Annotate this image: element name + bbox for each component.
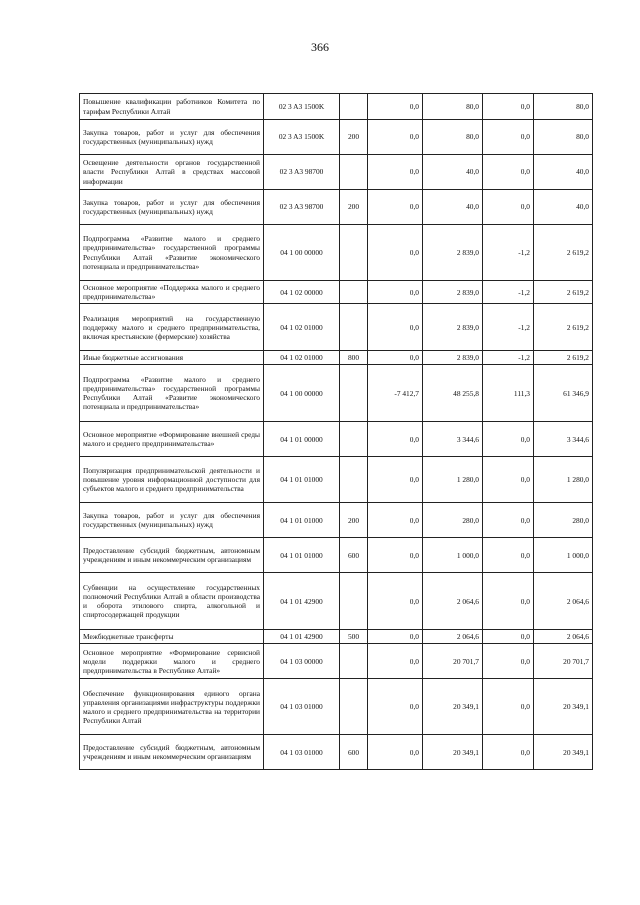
row-name: Иные бюджетные ассигнования: [80, 351, 264, 365]
table-row: [80, 644, 593, 679]
row-expense-type: [340, 422, 368, 457]
row-name: Закупка товаров, работ и услуг для обеспечения государственных (муниципальных) нужд: [80, 190, 264, 225]
row-code: 04 1 02 00000: [264, 281, 340, 304]
row-value-4: 40,0: [534, 155, 593, 190]
row-value-2: 20 349,1: [423, 735, 483, 770]
row-value-3: 0,0: [483, 503, 534, 538]
row-name: Освещение деятельности органов государственной власти Республики Алтай в средствах массовой информации: [80, 155, 264, 190]
row-name: Реализация мероприятий на государственную поддержку малого и среднего предпринимательства, включая крестьянские (фермерские) хозяйства: [80, 304, 264, 351]
row-code: 04 1 01 00000: [264, 422, 340, 457]
table-row: [80, 155, 593, 190]
row-value-4: 1 280,0: [534, 457, 593, 503]
row-value-3: 0,0: [483, 679, 534, 735]
row-name: Субвенции на осуществление государственных полномочий Республики Алтай в области производства и оборота этилового спирта, алкогольной и спиртосодержащей продукции: [80, 573, 264, 630]
row-value-2: 20 349,1: [423, 679, 483, 735]
row-name: Основное мероприятие «Поддержка малого и среднего предпринимательства»: [80, 281, 264, 304]
row-value-3: 0,0: [483, 155, 534, 190]
row-code: 04 1 02 01000: [264, 351, 340, 365]
row-value-2: 20 701,7: [423, 644, 483, 679]
row-expense-type: 600: [340, 538, 368, 573]
row-name: Предоставление субсидий бюджетным, автономным учреждениям и иным некоммерческим организациям: [80, 735, 264, 770]
row-value-4: 2 619,2: [534, 304, 593, 351]
row-value-4: 20 349,1: [534, 679, 593, 735]
table-row: [80, 573, 593, 630]
budget-table-body: [80, 94, 593, 770]
row-code: 04 1 01 42900: [264, 573, 340, 630]
row-value-4: 20 349,1: [534, 735, 593, 770]
row-value-3: 0,0: [483, 457, 534, 503]
row-name: Подпрограмма «Развитие малого и среднего предпринимательства» государственной программы Республики Алтай «Развитие экономического потенциала и предпринимательства»: [80, 365, 264, 422]
row-code: 04 1 01 01000: [264, 538, 340, 573]
row-value-2: 1 000,0: [423, 538, 483, 573]
row-value-4: 2 064,6: [534, 630, 593, 644]
table-row: [80, 679, 593, 735]
table-row: [80, 503, 593, 538]
row-code: 04 1 03 00000: [264, 644, 340, 679]
row-value-3: 0,0: [483, 422, 534, 457]
row-code: 04 1 00 00000: [264, 225, 340, 281]
row-code: 04 1 01 01000: [264, 457, 340, 503]
row-expense-type: 600: [340, 735, 368, 770]
row-name: Повышение квалификации работников Комитета по тарифам Республики Алтай: [80, 94, 264, 120]
row-value-3: 0,0: [483, 735, 534, 770]
row-expense-type: 500: [340, 630, 368, 644]
row-value-2: 2 064,6: [423, 630, 483, 644]
row-value-4: 280,0: [534, 503, 593, 538]
row-value-1: 0,0: [368, 120, 423, 155]
row-value-1: 0,0: [368, 679, 423, 735]
table-row: [80, 351, 593, 365]
row-expense-type: 800: [340, 351, 368, 365]
row-value-1: 0,0: [368, 538, 423, 573]
row-expense-type: 200: [340, 503, 368, 538]
table-row: [80, 190, 593, 225]
row-value-3: 0,0: [483, 630, 534, 644]
row-value-1: 0,0: [368, 304, 423, 351]
row-value-2: 40,0: [423, 190, 483, 225]
row-value-2: 80,0: [423, 94, 483, 120]
row-value-3: 0,0: [483, 644, 534, 679]
row-name: Подпрограмма «Развитие малого и среднего предпринимательства» государственной программы Республики Алтай «Развитие экономического потенциала и предпринимательства»: [80, 225, 264, 281]
row-expense-type: [340, 304, 368, 351]
row-value-4: 80,0: [534, 120, 593, 155]
table-row: [80, 225, 593, 281]
row-expense-type: [340, 573, 368, 630]
row-expense-type: [340, 644, 368, 679]
row-value-4: 3 344,6: [534, 422, 593, 457]
row-value-1: -7 412,7: [368, 365, 423, 422]
row-expense-type: [340, 457, 368, 503]
row-code: 04 1 03 01000: [264, 735, 340, 770]
table-row: [80, 630, 593, 644]
row-name: Основное мероприятие «Формирование сервисной модели поддержки малого и среднего предпринимательства в Республике Алтай»: [80, 644, 264, 679]
row-expense-type: [340, 225, 368, 281]
row-code: 02 3 A3 98700: [264, 155, 340, 190]
row-name: Основное мероприятие «Формирование внешней среды малого и среднего предпринимательства»: [80, 422, 264, 457]
row-value-1: 0,0: [368, 457, 423, 503]
row-name: Обеспечение функционирования единого органа управления организациями инфраструктуры поддержки малого и среднего предпринимательства на территории Республики Алтай: [80, 679, 264, 735]
row-expense-type: [340, 365, 368, 422]
row-value-1: 0,0: [368, 225, 423, 281]
row-value-2: 3 344,6: [423, 422, 483, 457]
row-name: Популяризация предпринимательской деятельности и повышение уровня информационной доступности для субъектов малого и среднего предпринимательства: [80, 457, 264, 503]
budget-table: [79, 93, 593, 770]
row-name: Межбюджетные трансферты: [80, 630, 264, 644]
row-name: Предоставление субсидий бюджетным, автономным учреждениям и иным некоммерческим организациям: [80, 538, 264, 573]
row-value-4: 40,0: [534, 190, 593, 225]
row-code: 04 1 01 01000: [264, 503, 340, 538]
row-value-1: 0,0: [368, 94, 423, 120]
row-value-1: 0,0: [368, 190, 423, 225]
row-value-4: 2 619,2: [534, 351, 593, 365]
row-value-2: 48 255,8: [423, 365, 483, 422]
row-value-2: 2 839,0: [423, 225, 483, 281]
row-value-2: 280,0: [423, 503, 483, 538]
row-value-4: 2 619,2: [534, 225, 593, 281]
row-value-1: 0,0: [368, 503, 423, 538]
row-expense-type: [340, 679, 368, 735]
row-value-1: 0,0: [368, 573, 423, 630]
row-value-4: 80,0: [534, 94, 593, 120]
row-expense-type: 200: [340, 120, 368, 155]
row-expense-type: [340, 281, 368, 304]
row-value-2: 1 280,0: [423, 457, 483, 503]
row-value-4: 20 701,7: [534, 644, 593, 679]
row-value-1: 0,0: [368, 351, 423, 365]
table-row: [80, 422, 593, 457]
row-value-2: 2 839,0: [423, 281, 483, 304]
row-value-4: 2 064,6: [534, 573, 593, 630]
row-name: Закупка товаров, работ и услуг для обеспечения государственных (муниципальных) нужд: [80, 503, 264, 538]
row-code: 02 3 A3 1500K: [264, 94, 340, 120]
row-value-4: 2 619,2: [534, 281, 593, 304]
row-value-3: 0,0: [483, 190, 534, 225]
row-value-2: 2 839,0: [423, 304, 483, 351]
row-code: 04 1 01 42900: [264, 630, 340, 644]
row-name: Закупка товаров, работ и услуг для обеспечения государственных (муниципальных) нужд: [80, 120, 264, 155]
row-value-2: 2 064,6: [423, 573, 483, 630]
row-expense-type: [340, 155, 368, 190]
row-value-4: 1 000,0: [534, 538, 593, 573]
row-value-1: 0,0: [368, 155, 423, 190]
row-value-2: 80,0: [423, 120, 483, 155]
table-row: [80, 365, 593, 422]
row-value-3: -1,2: [483, 225, 534, 281]
row-value-3: 0,0: [483, 538, 534, 573]
table-row: [80, 457, 593, 503]
row-value-1: 0,0: [368, 644, 423, 679]
row-value-3: 0,0: [483, 120, 534, 155]
row-expense-type: [340, 94, 368, 120]
row-code: 02 3 A3 1500K: [264, 120, 340, 155]
row-value-1: 0,0: [368, 422, 423, 457]
table-row: [80, 94, 593, 120]
row-value-2: 2 839,0: [423, 351, 483, 365]
row-value-1: 0,0: [368, 630, 423, 644]
row-value-3: 0,0: [483, 94, 534, 120]
table-row: [80, 120, 593, 155]
row-value-1: 0,0: [368, 735, 423, 770]
page-number: 366: [311, 40, 329, 54]
table-row: [80, 538, 593, 573]
table-row: [80, 281, 593, 304]
row-value-4: 61 346,9: [534, 365, 593, 422]
row-value-1: 0,0: [368, 281, 423, 304]
row-expense-type: 200: [340, 190, 368, 225]
row-value-3: -1,2: [483, 304, 534, 351]
row-value-3: -1,2: [483, 351, 534, 365]
row-code: 04 1 03 01000: [264, 679, 340, 735]
row-code: 04 1 00 00000: [264, 365, 340, 422]
row-value-3: -1,2: [483, 281, 534, 304]
row-code: 04 1 02 01000: [264, 304, 340, 351]
row-value-3: 111,3: [483, 365, 534, 422]
table-row: [80, 304, 593, 351]
row-value-3: 0,0: [483, 573, 534, 630]
row-value-2: 40,0: [423, 155, 483, 190]
table-row: [80, 735, 593, 770]
row-code: 02 3 A3 98700: [264, 190, 340, 225]
